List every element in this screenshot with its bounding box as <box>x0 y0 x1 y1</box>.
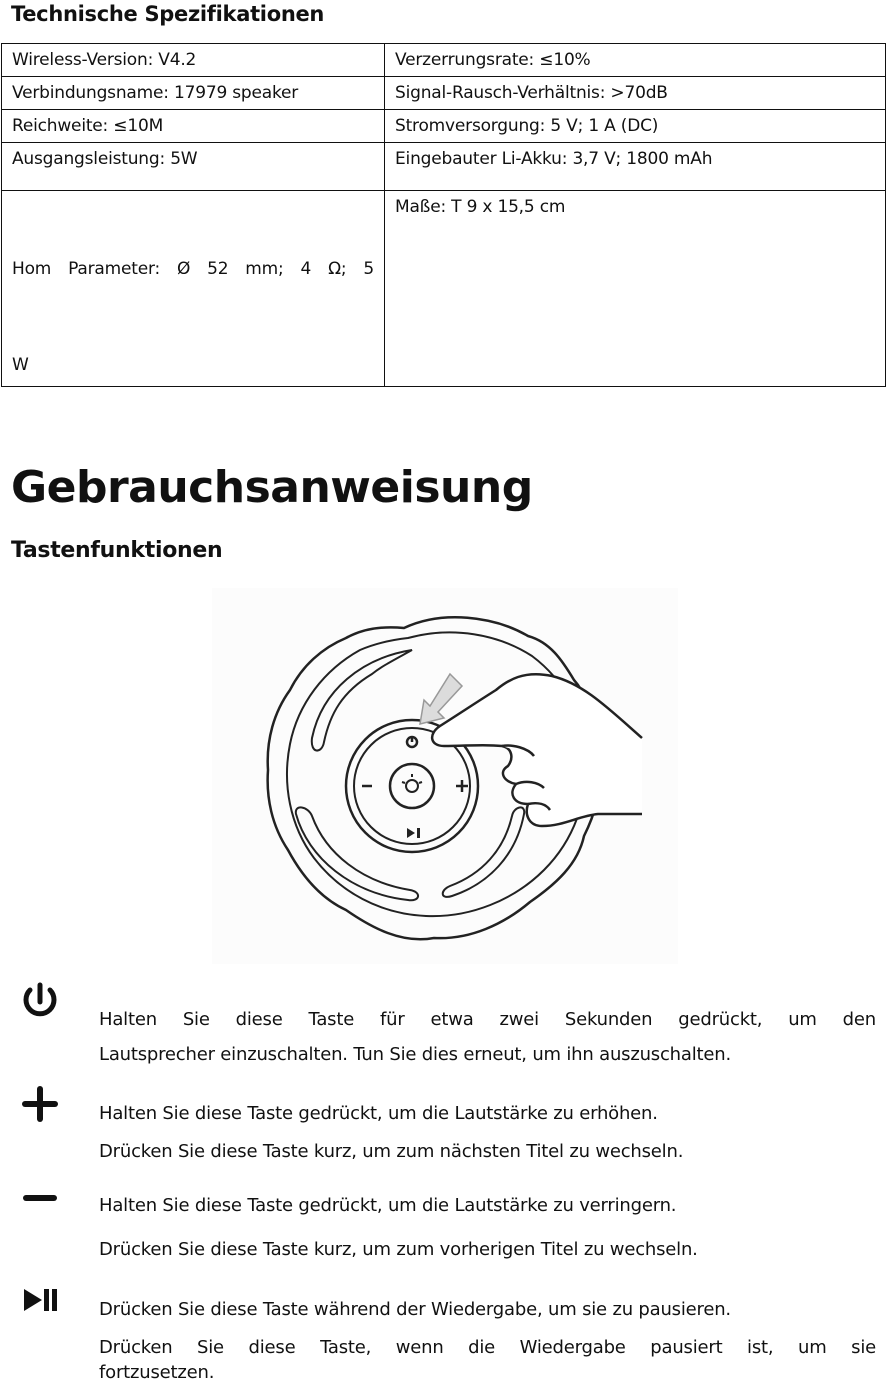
table-row <box>2 110 886 143</box>
power-description-line1: Halten Sie diese Taste für etwa zwei Sekunden gedrückt, um den <box>99 1009 876 1030</box>
playpause-description-line2: Drücken Sie diese Taste, wenn die Wiedergabe pausiert ist, um sie <box>99 1337 876 1358</box>
page-title: Gebrauchsanweisung <box>11 462 533 513</box>
spec-cell: Stromversorgung: 5 V; 1 A (DC) <box>385 110 886 143</box>
spec-cell: Verbindungsname: 17979 speaker <box>2 77 385 110</box>
spec-cell: Maße: T 9 x 15,5 cm <box>385 191 886 387</box>
power-icon <box>18 980 62 1024</box>
minus-description-line1: Halten Sie diese Taste gedrückt, um die Lautstärke zu verringern. <box>99 1195 677 1216</box>
hom-parameter-unit: W <box>12 355 29 375</box>
spec-cell: Reichweite: ≤10M <box>2 110 385 143</box>
speaker-drawing-icon <box>212 588 678 964</box>
table-row <box>2 77 886 110</box>
minus-description-line2: Drücken Sie diese Taste kurz, um zum vorherigen Titel zu wechseln. <box>99 1239 698 1260</box>
plus-description-line1: Halten Sie diese Taste gedrückt, um die Lautstärke zu erhöhen. <box>99 1103 658 1124</box>
power-description-line2: Lautsprecher einzuschalten. Tun Sie dies erneut, um ihn auszuschalten. <box>99 1044 731 1065</box>
plus-description-line2: Drücken Sie diese Taste kurz, um zum nächsten Titel zu wechseln. <box>99 1141 684 1162</box>
hom-parameter-text: Hom Parameter: Ø 52 mm; 4 Ω; 5 <box>12 259 374 279</box>
speaker-illustration <box>212 588 678 964</box>
section-subtitle: Tastenfunktionen <box>11 538 223 563</box>
table-row <box>2 44 886 77</box>
spec-cell: Ausgangsleistung: 5W <box>2 143 385 191</box>
playpause-description-line1: Drücken Sie diese Taste während der Wiedergabe, um sie zu pausieren. <box>99 1299 731 1320</box>
play-pause-icon <box>18 1278 62 1322</box>
spec-cell: Verzerrungsrate: ≤10% <box>385 44 886 77</box>
spec-table <box>1 43 886 387</box>
minus-icon <box>18 1178 62 1222</box>
table-row <box>2 143 886 191</box>
playpause-description-line3: fortzusetzen. <box>99 1362 215 1383</box>
spec-cell: Eingebauter Li-Akku: 3,7 V; 1800 mAh <box>385 143 886 191</box>
spec-cell: Wireless-Version: V4.2 <box>2 44 385 77</box>
spec-title: Technische Spezifikationen <box>11 2 325 26</box>
table-row <box>2 191 886 387</box>
spec-cell <box>2 191 385 387</box>
plus-icon <box>18 1082 62 1126</box>
spec-cell: Signal-Rausch-Verhältnis: >70dB <box>385 77 886 110</box>
